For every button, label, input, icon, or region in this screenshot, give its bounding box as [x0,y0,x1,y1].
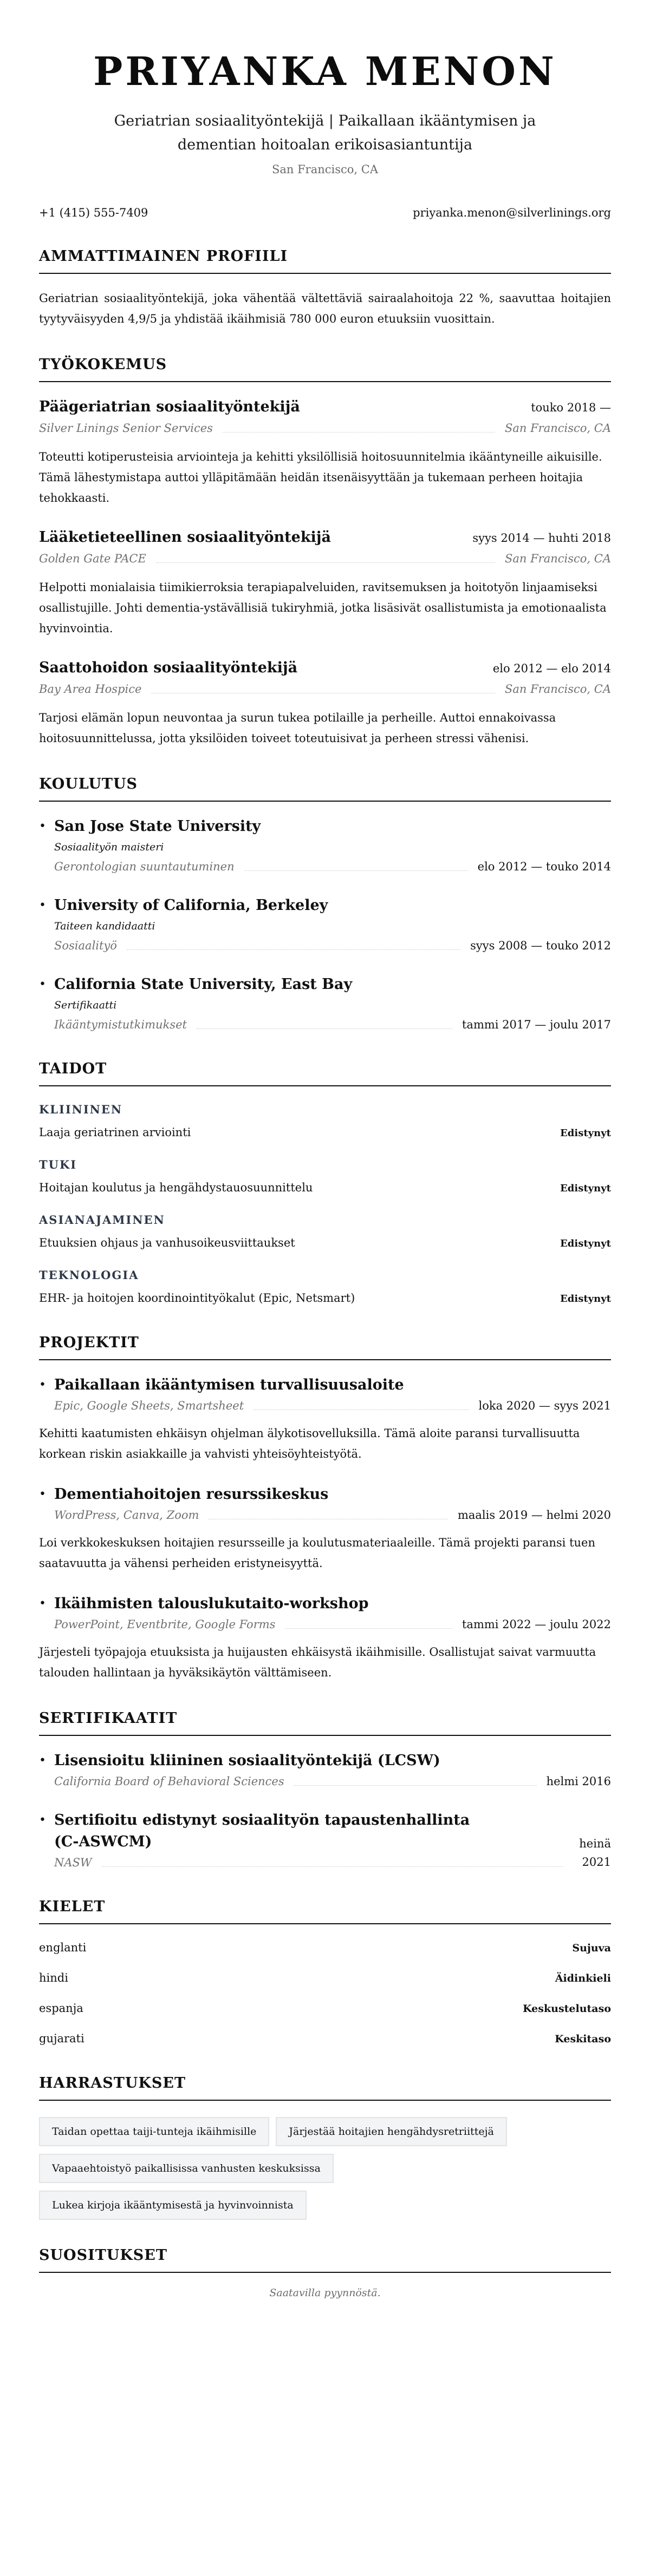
skill-category: TUKI [39,1158,77,1171]
skill-category: ASIANAJAMINEN [39,1213,165,1227]
degree: Taiteen kandidaatti [54,920,155,932]
language-name: espanja [39,2002,83,2015]
project-name: • Dementiahoitojen resurssikeskus [39,1484,611,1505]
dotted-leader [294,1785,537,1786]
experience-section [39,354,611,749]
project-tools: PowerPoint, Eventbrite, Google Forms [54,1618,276,1631]
skill-level: Edistynyt [560,1238,611,1249]
resume-header [39,44,611,221]
certification-entry [39,1810,611,1871]
project-entry [39,1484,611,1574]
project-description: Järjesteli työpajoja etuuksista ja huijausten ehkäisystä ikäihmisille. Osallistujat saivat varmuutta talouden hallintaan ja hyväksikäytön välttämiseen. [39,1646,596,1679]
school-name: • University of California, Berkeley [39,895,611,916]
language-level: Äidinkieli [555,1972,611,1984]
job-location: San Francisco, CA [504,683,611,696]
profile-text: Geriatrian sosiaalityöntekijä, joka vähentää vältettäviä sairaalahoitoja 22 %, saavuttaa hoitajien tyytyväisyyden 4,9/5 ja yhdistää ikäihmisiä 780 000 euron etuuksiin vuosittain. [39,292,611,325]
education-entry [39,895,611,954]
profile-section [39,246,611,329]
job-description: Tarjosi elämän lopun neuvontaa ja surun tukea potilaille ja perheille. Auttoi ennakoivassa hoitosuunnittelussa, jotta yksilöiden toiveet toteutuisivat ja perheen stressi vähenisi. [39,711,556,745]
phone-number[interactable]: +1 (415) 555-7409 [39,206,148,219]
language-level: Sujuva [572,1942,611,1954]
dotted-leader [285,1628,452,1629]
interest-tag: Vapaaehtoistyö paikallisissa vanhusten keskuksissa [39,2154,334,2183]
interest-tag: Järjestää hoitajien hengähdysretriittejä [276,2117,506,2146]
field-of-study: Gerontologian suuntautuminen [54,860,235,873]
skill-level: Edistynyt [560,1128,611,1139]
dotted-leader [102,1866,563,1867]
skill-category: TEKNOLOGIA [39,1268,139,1282]
skills-section [39,1058,611,1307]
interest-tag: Taidan opettaa taiji-tunteja ikäihmisille [39,2117,269,2146]
project-date: maalis 2019 — helmi 2020 [457,1509,611,1522]
job-entry [39,396,611,508]
job-title: Päägeriatrian sosiaalityöntekijä [39,398,300,415]
language-level: Keskitaso [555,2033,611,2045]
project-name: • Paikallaan ikääntymisen turvallisuusaloite [39,1374,611,1396]
project-description: Kehitti kaatumisten ehkäisyn ohjelman älykotisovelluksilla. Tämä aloite paransi turvallisuutta korkean riskin asiakkaille ja vahvisti yhteisöyhteistyötä. [39,1427,580,1460]
education-entry [39,974,611,1033]
project-date: loka 2020 — syys 2021 [478,1399,611,1412]
language-row [39,1969,611,1987]
dotted-leader [127,949,460,950]
job-date: syys 2014 — huhti 2018 [472,532,611,545]
degree: Sertifikaatti [54,999,117,1011]
job-title: Saattohoidon sosiaalityöntekijä [39,659,298,676]
education-section [39,774,611,1033]
project-date: tammi 2022 — joulu 2022 [461,1618,611,1631]
email-address[interactable]: priyanka.menon@silverlinings.org [413,206,611,219]
projects-section [39,1332,611,1683]
language-name: englanti [39,1941,87,1954]
header-location: San Francisco, CA [271,163,378,176]
skill-group [39,1156,611,1197]
skill-category: KLIININEN [39,1103,123,1116]
project-description: Loi verkkokeskuksen hoitajien resursseille ja koulutusmateriaaleille. Tämä projekti paransi tuen saatavuutta ja vähensi perheiden eristyneisyyttä. [39,1536,595,1570]
certification-issuer: NASW [54,1856,92,1869]
job-title: Lääketieteellinen sosiaalityöntekijä [39,529,332,546]
section-title-certifications: SERTIFIKAATIT [39,1708,611,1736]
section-title-skills: TAIDOT [39,1058,611,1086]
candidate-name: PRIYANKA MENON [93,48,557,94]
degree: Sosiaalityön maisteri [54,841,164,853]
languages-section [39,1896,611,2048]
interest-tags [39,2115,611,2220]
education-date: elo 2012 — touko 2014 [477,860,611,873]
project-name: • Ikäihmisten talouslukutaito-workshop [39,1593,611,1615]
skill-name: Laaja geriatrinen arviointi [39,1126,191,1139]
job-company: Bay Area Hospice [39,683,142,696]
certification-name: • Lisensioitu kliininen sosiaalityöntekijä (LCSW) [39,1750,611,1772]
interests-section [39,2073,611,2220]
language-row [39,1999,611,2017]
school-name: • San Jose State University [39,816,611,837]
contact-row [39,205,611,221]
section-title-education: KOULUTUS [39,774,611,802]
field-of-study: Ikääntymistutkimukset [54,1018,187,1031]
skill-name: Etuuksien ohjaus ja vanhusoikeusviittaukset [39,1236,295,1249]
skill-name: Hoitajan koulutus ja hengähdystauosuunnittelu [39,1181,313,1194]
language-row [39,2029,611,2048]
job-company: Golden Gate PACE [39,552,146,565]
skill-group [39,1211,611,1252]
references-text: Saatavilla pyynnöstä. [269,2287,381,2299]
certifications-section [39,1708,611,1871]
section-title-languages: KIELET [39,1896,611,1924]
education-entry [39,816,611,875]
job-description: Toteutti kotiperusteisia arviointeja ja kehitti yksilöllisiä hoitosuunnitelmia ikääntyneille aikuisille. Tämä lähestymistapa auttoi ylläpitämään heidän itsenäisyyttään ja tukemaan perheen hoitajia tehokkaasti. [39,450,602,504]
project-entry [39,1593,611,1683]
project-tools: Epic, Google Sheets, Smartsheet [54,1399,244,1412]
skill-group [39,1100,611,1142]
dotted-leader [244,870,468,871]
language-row [39,1938,611,1957]
language-name: hindi [39,1971,68,1984]
job-location: San Francisco, CA [504,552,611,565]
section-title-profile: AMMATTIMAINEN PROFIILI [39,246,611,274]
interest-tag: Lukea kirjoja ikääntymisestä ja hyvinvoinnista [39,2191,307,2220]
job-entry [39,527,611,639]
job-company: Silver Linings Senior Services [39,422,213,435]
job-entry [39,657,611,749]
skill-group [39,1266,611,1307]
skill-name: EHR- ja hoitojen koordinointityökalut (Epic, Netsmart) [39,1292,355,1305]
project-tools: WordPress, Canva, Zoom [54,1509,199,1522]
section-title-references: SUOSITUKSET [39,2245,611,2273]
certification-issuer: California Board of Behavioral Sciences [54,1775,284,1788]
job-date: touko 2018 — [531,401,611,414]
skill-level: Edistynyt [560,1293,611,1305]
certification-name: • Sertifioitu edistynyt sosiaalityön tapaustenhallinta (C-ASWCM) [39,1810,611,1853]
job-date: elo 2012 — elo 2014 [492,662,611,675]
references-section [39,2245,611,2342]
field-of-study: Sosiaalityö [54,939,117,952]
skill-level: Edistynyt [560,1183,611,1194]
language-level: Keskustelutaso [523,2003,611,2015]
language-name: gujarati [39,2032,84,2045]
headline: Geriatrian sosiaalityöntekijä | Paikallaan ikääntymisen ja dementian hoitoalan erikoisasiantuntija [114,113,536,153]
job-description: Helpotti monialaisia tiimikierroksia terapiapalveluiden, ravitsemuksen ja hoitotyön linjaamiseksi osallistujille. Johti dementia-ystävällisiä tukiryhmiä, jotka lisäsivät osallistumista ja emotionaalista hyvinvointia. [39,581,607,635]
education-date: syys 2008 — touko 2012 [470,939,611,952]
section-title-interests: HARRASTUKSET [39,2073,611,2101]
certification-date: helmi 2016 [546,1775,611,1788]
project-entry [39,1374,611,1464]
job-location: San Francisco, CA [504,422,611,435]
education-date: tammi 2017 — joulu 2017 [461,1018,611,1031]
section-title-projects: PROJEKTIT [39,1332,611,1360]
school-name: • California State University, East Bay [39,974,611,995]
section-title-experience: TYÖKOKEMUS [39,354,611,382]
dotted-leader [197,1028,452,1029]
certification-date: heinä 2021 [579,1837,611,1869]
dotted-leader [156,562,495,563]
certification-entry [39,1750,611,1790]
